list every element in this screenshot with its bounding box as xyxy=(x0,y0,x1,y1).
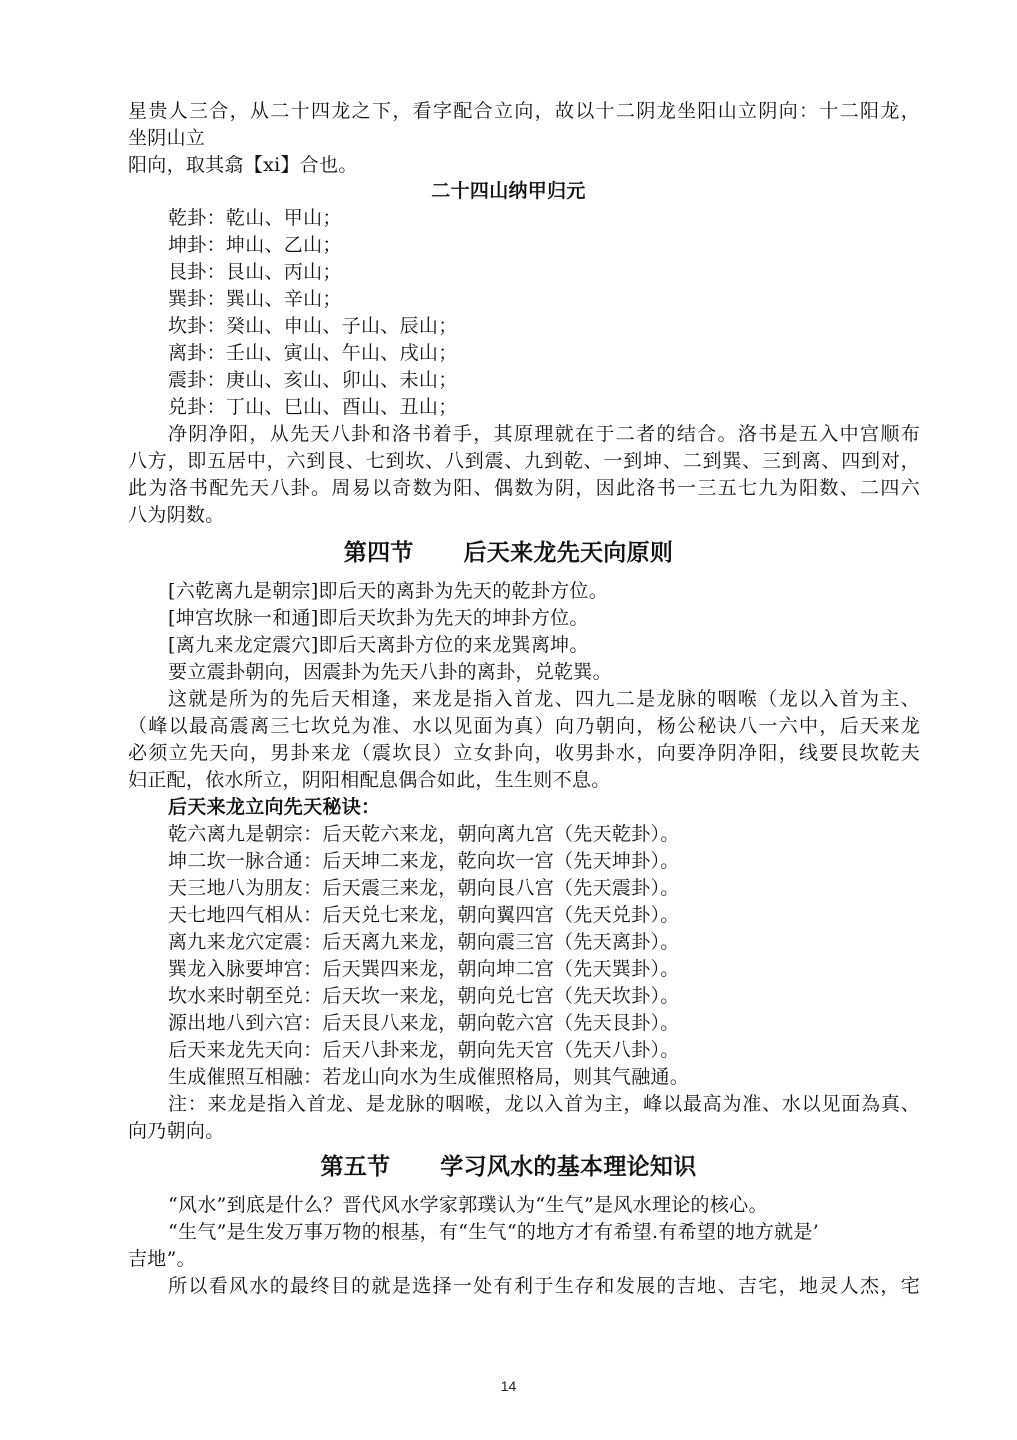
intro-line-2: 坐阴山立 xyxy=(128,127,206,149)
section-4-line: [坤宫坎脉一和通]即后天坎卦为先天的坤卦方位。 xyxy=(168,607,589,629)
secret-line: 生成催照互相融：若龙山向水为生成催照格局，则其气融通。 xyxy=(168,1066,690,1088)
secret-line: 巽龙入脉要坤宫：后天巽四来龙，朝向坤二宫（先天巽卦）。 xyxy=(168,958,680,980)
najia-item: 坎卦：癸山、申山、子山、辰山； xyxy=(168,315,458,337)
section-5-heading: 第五节 学习风水的基本理论知识 xyxy=(320,1154,697,1180)
secret-title: 后天来龙立向先天秘诀： xyxy=(168,796,381,818)
section-4-para-line: 必须立先天向，男卦来龙（震坎艮）立女卦向，收男卦水，向要净阴净阳，线要艮坎乾夫 xyxy=(128,742,920,764)
section-4-line: [六乾离九是朝宗]即后天的离卦为先天的乾卦方位。 xyxy=(168,580,609,602)
najia-para-line: 净阴净阳，从先天八卦和洛书着手，其原理就在于二者的结合。洛书是五入中宫顺布 xyxy=(168,423,920,445)
secret-line: 坤二坎一脉合通：后天坤二来龙，乾向坎一宫（先天坤卦）。 xyxy=(168,850,680,872)
section-4-line: [离九来龙定震穴]即后天离卦方位的来龙巽离坤。 xyxy=(168,634,589,656)
najia-item: 离卦：壬山、寅山、午山、戌山； xyxy=(168,342,458,364)
section-5-line: “风水”到底是什么？晋代风水学家郭璞认为“生气”是风水理论的核心。 xyxy=(168,1194,768,1216)
intro-line-1: 星贵人三合，从二十四龙之下，看字配合立向，故以十二阴龙坐阳山立阴向：十二阳龙， xyxy=(128,100,920,122)
secret-line: 天三地八为朋友：后天震三来龙，朝向艮八宫（先天震卦）。 xyxy=(168,877,680,899)
intro-line-3: 阳向，取其翕【xi】合也。 xyxy=(128,154,358,176)
najia-item: 艮卦：艮山、丙山； xyxy=(168,261,342,283)
section-4-para-line: 这就是所为的先后天相逢，来龙是指入首龙、四九二是龙脉的咽喉（龙以入首为主、 xyxy=(168,688,920,710)
secret-line: 坎水来时朝至兑：后天坎一来龙，朝向兑七宫（先天坎卦）。 xyxy=(168,985,680,1007)
section-5-line: “生气”是生发万事万物的根基，有“生气“的地方才有希望.有希望的地方就是’ xyxy=(168,1221,820,1243)
page-number: 14 xyxy=(500,1378,517,1394)
najia-para-line: 此为洛书配先天八卦。周易以奇数为阳、偶数为阴，因此洛书一三五七九为阳数、二四六 xyxy=(128,477,920,499)
secret-line: 后天来龙先天向：后天八卦来龙，朝向先天宫（先天八卦）。 xyxy=(168,1039,680,1061)
najia-para-line: 八为阴数。 xyxy=(128,504,225,526)
section-5-line: 吉地”。 xyxy=(128,1248,196,1270)
najia-item: 巽卦：巽山、辛山； xyxy=(168,288,342,310)
najia-item: 乾卦：乾山、甲山； xyxy=(168,207,342,229)
section-4-para-line: （峰以最高震离三七坎兑为准、水以见面为真）向乃朝向，杨公秘诀八一六中，后天来龙 xyxy=(128,715,920,737)
section-4-para-line: 妇正配，依水所立，阴阳相配息偶合如此，生生则不息。 xyxy=(128,769,611,791)
najia-item: 兑卦：丁山、巳山、酉山、丑山； xyxy=(168,396,458,418)
secret-line: 天七地四气相从：后天兑七来龙，朝向翼四宫（先天兑卦）。 xyxy=(168,904,680,926)
section-4-line: 要立震卦朝向，因震卦为先天八卦的离卦，兑乾巽。 xyxy=(168,661,612,683)
najia-title: 二十四山纳甲归元 xyxy=(431,180,586,202)
note-line: 注：来龙是指入首龙、是龙脉的咽喉，龙以入首为主，峰以最高为准、水以见面為真、 xyxy=(168,1093,920,1115)
note-line: 向乃朝向。 xyxy=(128,1120,225,1142)
najia-para-line: 八方，即五居中，六到艮、七到坎、八到震、九到乾、一到坤、二到巽、三到离、四到对， xyxy=(128,450,920,472)
secret-line: 离九来龙穴定震：后天离九来龙，朝向震三宫（先天离卦）。 xyxy=(168,931,680,953)
najia-item: 震卦：庚山、亥山、卯山、未山； xyxy=(168,369,458,391)
najia-item: 坤卦：坤山、乙山； xyxy=(168,234,342,256)
secret-line: 源出地八到六宫：后天艮八来龙，朝向乾六宫（先天艮卦）。 xyxy=(168,1012,680,1034)
section-4-heading: 第四节 后天来龙先天向原则 xyxy=(343,540,674,566)
section-5-line: 所以看风水的最终目的就是选择一处有利于生存和发展的吉地、吉宅，地灵人杰，宅 xyxy=(168,1275,920,1297)
secret-line: 乾六离九是朝宗：后天乾六来龙，朝向离九宫（先天乾卦）。 xyxy=(168,823,680,845)
